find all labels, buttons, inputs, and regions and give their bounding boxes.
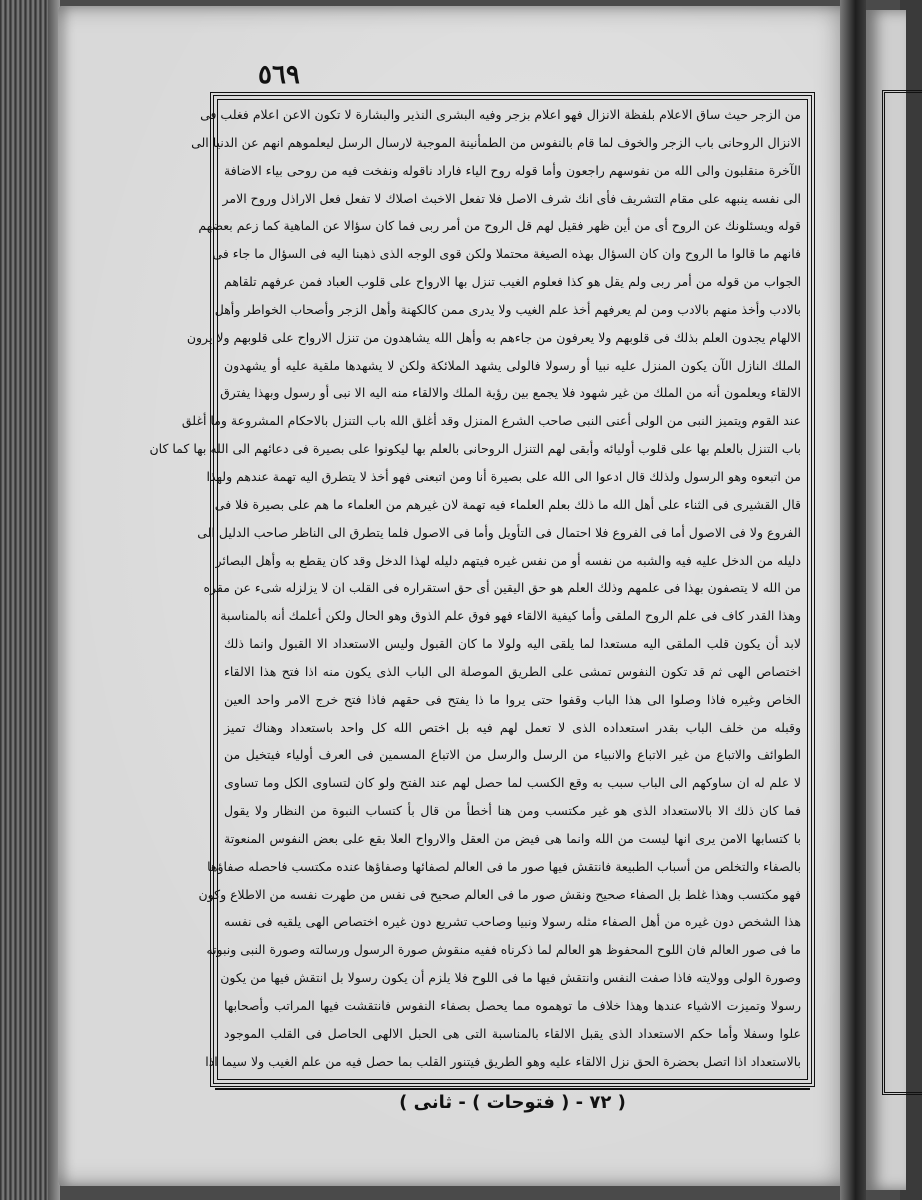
text-line: وهذا القدر كاف فى علم الروح الملقى وأما كيفية الالقاء فهو فوق علم الذوق وهو الحال ولكن أعلمك أنه بالمناسبة (220, 608, 801, 624)
text-line: ما فى صور العالم فان اللوح المحفوظ هو العالم لما ذكرناه ففيه منقوش صورة الرسول ورسالته وصورة النبى ونبوته (206, 942, 801, 958)
text-line: قوله ويسئلونك عن الروح أى من أين ظهر فقيل لهم قل الروح من أمر ربى فما كان سؤالا عن الماهية كما زعم بعضهم (198, 218, 801, 234)
text-line: الالهام يجدون العلم بذلك فى قلوبهم ولا يعرفون من جاءهم به وأهل الله يشاهدون من تنزل الارواح على قلوبهم ولا يرون (186, 329, 801, 345)
text-line: الخاص وغيره فاذا وصلوا الى هذا الباب وقفوا حتى يروا ما ذا يفتح فى حقهم فاذا فتح خرج الامر واحد العين (224, 691, 801, 707)
text-line: فانهم ما قالوا ما الروح وان كان السؤال بهذه الصيغة محتملا ولكن قوى الوجه الذى ذهبنا اليه فى السؤال ما جاء فى (212, 246, 801, 262)
text-line: لا علم له ان ساوكهم الى الباب سبب به وقع الكسب لما حصل لهم عند الفتح ولو كان لتساوى الكل وما تساوى (224, 775, 801, 791)
text-line: وقبله من خلف الباب بقدر استعداده الذى لا تعمل لهم فيه بل اختص الله كل واحد باستعداد وهناك تميز (224, 719, 801, 735)
text-line: الملك النازل الآن يكون المنزل عليه نبيا أو رسولا فالولى يشهد الملائكة ولكن لا يشهدها ملقية عليه أو يشهدون (224, 357, 801, 373)
text-frame (149, 92, 815, 1087)
book-page-edges (0, 0, 60, 1200)
text-line: هذا الشخص دون غيره من أهل الصفاء مثله رسولا ونبيا وصاحب تشريع دون غيره اختصاص الهى يلقيه فى نفسه (224, 914, 801, 930)
text-line: الجواب من قوله من أمر ربى ولم يقل هو كذا فعلوم الغيب تنزل بها الارواح على قلوب العباد فمن عرفهم تلقاهم (224, 274, 801, 290)
text-line: قال القشيرى فى الثناء على أهل الله ما ذلك بعلم العلماء فيه تهمة لان غيرهم من العلماء ما هم على بصيرة فلا فى (214, 496, 801, 512)
text-line: علوا وسفلا وأما حكم الاستعداد الذى يقبل الالقاء بالمناسبة التى هى الحبل الالهى الحاصل فى القلب الموجود (224, 1025, 801, 1041)
text-line: عند القوم ويتميز النبى من الولى أعنى النبى صاحب الشرع المنزل وقد أغلق الله باب التنزل بالاحكام المشروعة وما أغلق (181, 413, 801, 429)
page-number: ٥٦٩ (258, 60, 300, 90)
facing-page-frame (882, 90, 922, 1095)
text-line: فما كان ذلك الا بالاستعداد الذى هو غير مكتسب ومن هنا أخطأ من قال بأ كتساب النبوة من النظار ولا يقول (224, 803, 801, 819)
text-line: من الزجر حيث ساق الاعلام بلفظة الانزال فهو اعلام بزجر وفيه البشرى النذير والبشارة لا تكون الاعن اعلام فغلب فى (200, 107, 801, 122)
page-footer: ( ٧٢ - ( فتوحات ) - ثانى ) (399, 1092, 626, 1113)
text-line: لابد أن يكون قلب الملقى اليه مستعدا لما يلقى اليه ولولا ما كان القبول وليس الاستعداد الا القبول وانما ذلك (224, 636, 801, 652)
text-line: دليله من الدخل عليه فيه والشبه من نفسه أو من نفس غيره فيتهم دليله لهذا الدخل وقد كان يقطع به وأهل البصائر (215, 552, 801, 568)
text-line: باب التنزل بالعلم بها على قلوب أوليائه وأبقى لهم التنزل الروحانى بالعلم بها ليكونوا على بصيرة فى دعائهم الى الله بها كما كان (149, 441, 801, 457)
text-line: من الله لا يتصفون بهذا فى علمهم وذلك العلم هو حق اليقين أى حق استقراره فى القلب ان لا يزلزله شىء عن مقره (203, 580, 801, 596)
text-line: با كتسابها الامن يرى انها ليست من الله وانما هى فيض من العقل والارواح العلا بقع على بعض النفوس المنعوتة (224, 830, 801, 846)
book-gutter (840, 0, 866, 1200)
text-line: الفروع ولا فى الاصول أما فى الفروع فلا احتمال فى التأويل وأما فى الاصول فلما يتطرق الى الناظر صاحب الدليل الى (197, 524, 801, 540)
text-line: فهو مكتسب وهذا غلط بل الصفاء صحيح ونقش صور ما فى العالم صحيح فى نفس من طهرت نفسه من الاطلاع وكون (198, 886, 801, 902)
text-line: بالادب وأخذ منهم بالادب ومن لم يعرفهم أخذ علم الغيب ولا يدرى ممن كالكهنة وأهل الزجر وأصحاب الخواطر وأهل (214, 301, 801, 317)
facing-page-edge (866, 10, 906, 1190)
text-line: الآخرة منقلبون والى الله من نفوسهم راجعون وأما قوله روح الياء فاراد ناقوله ونفخت فيه من روحى بياء الاضافة (224, 162, 801, 178)
text-line: الالقاء ويعلمون أنه من الملك من غير شهود فلا يجمع بين رؤية الملك والالقاء منه اليه الا نبى أو رسول وبهذا يفترق (220, 385, 801, 401)
text-line: من اتبعوه وهو الرسول ولذلك قال ادعوا الى الله على بصيرة أنا ومن اتبعنى فهو أخذ لا يتطرق اليه تهمة عندهم ولهذا (206, 468, 801, 484)
text-line: رسولا وتميزت الاشياء عندها وهذا خلاف ما توهموه مما يحصل بصفاء النفوس فانتقشت فيها المراتب وأصحابها (224, 998, 801, 1013)
text-line: اختصاص الهى ثم قد تكون النفوس تمشى على الطريق الموصلة الى الباب الذى يكون منه اذا فتح هذا الالقاء (224, 663, 801, 679)
body-text (149, 104, 801, 1073)
text-line: الانزال الروحانى باب الزجر والخوف لما قام بالنفوس من الطمأنينة الموجبة لارسال الرسل ليعلموهم انهم عن الدنيا الى (191, 134, 801, 150)
text-line: وصورة الولى وولايته فاذا صفت النفس وانتقش فيها ما فى اللوح فلا يلزم أن يكون رسولا بل انتقش فيها من يكون (220, 970, 801, 986)
footer-rule (215, 1088, 810, 1090)
text-line: بالصفاء والتخلص من أسباب الطبيعة فانتقش فيها صور ما فى العالم لصفائها وصفاؤها عنده مكتسب فاحصله صفاؤها (207, 858, 801, 874)
text-line: الطوائف والاتباع من غير الاتباع والانبياء من الرسل والرسل من الاتباع المسمين فى العرف أولياء فيتخيل من (224, 747, 801, 763)
text-line: الى نفسه ينبهه على مقام التشريف فأى انك شرف الاصل فلا تفعل الاخبث اصلاك لا تفعل فعل الاراذل وروح الامر (222, 190, 801, 206)
text-line: بالاستعداد اذا اتصل بحضرة الحق نزل الالقاء عليه وهو الطريق فيتنور القلب بما حصل فيه من علم الغيب ولا سيما اذا (205, 1053, 801, 1069)
